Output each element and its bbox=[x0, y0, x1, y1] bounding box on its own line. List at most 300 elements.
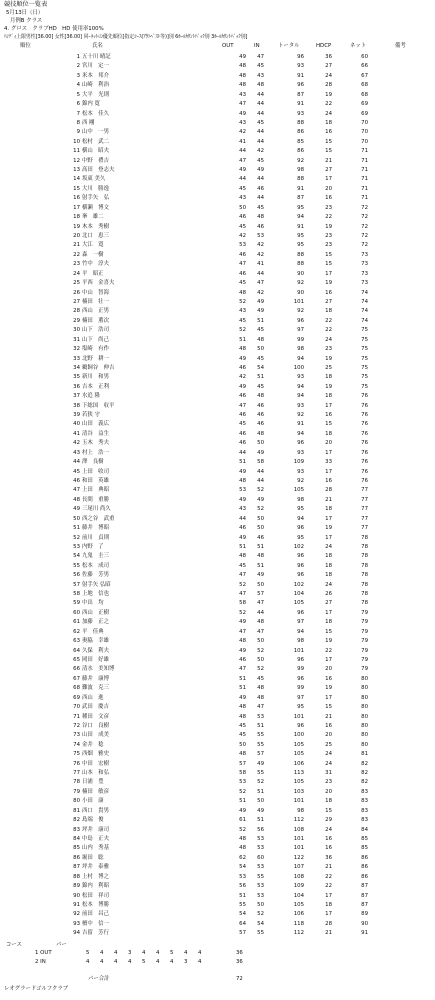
rank-number: 76 bbox=[73, 760, 80, 767]
net-score: 76 bbox=[361, 421, 368, 428]
table-row bbox=[0, 346, 435, 355]
par-total-label: パー合計 bbox=[88, 976, 110, 982]
out-score: 51 bbox=[239, 685, 246, 692]
player-name: 坪井 泰雅 bbox=[82, 864, 109, 871]
out-score: 47 bbox=[239, 591, 246, 598]
net-score: 84 bbox=[361, 826, 368, 833]
out-score: 46 bbox=[239, 525, 246, 532]
hdcp-value: 17 bbox=[325, 609, 332, 616]
player-name: 楠田 壮一 bbox=[82, 298, 109, 305]
in-score: 51 bbox=[257, 788, 264, 795]
table-row bbox=[0, 318, 435, 327]
hdcp-value: 22 bbox=[325, 883, 332, 890]
net-score: 87 bbox=[361, 883, 368, 890]
table-row bbox=[0, 770, 435, 779]
player-name: 種田 文彦 bbox=[82, 713, 109, 720]
in-score: 50 bbox=[257, 901, 264, 908]
total-score: 101 bbox=[293, 298, 304, 305]
table-row bbox=[0, 695, 435, 704]
out-score: 51 bbox=[239, 459, 246, 466]
hdcp-value: 21 bbox=[325, 157, 332, 164]
hdcp-value: 17 bbox=[325, 176, 332, 183]
out-score: 43 bbox=[239, 91, 246, 98]
hdcp-value: 18 bbox=[325, 562, 332, 569]
net-score: 86 bbox=[361, 864, 368, 871]
net-score: 80 bbox=[361, 741, 368, 748]
out-score: 49 bbox=[239, 110, 246, 117]
net-score: 74 bbox=[361, 308, 368, 315]
total-score: 98 bbox=[297, 346, 304, 353]
rank-number: 68 bbox=[73, 685, 80, 692]
table-row bbox=[0, 911, 435, 920]
out-score: 48 bbox=[239, 638, 246, 645]
rank-number: 62 bbox=[73, 628, 80, 635]
player-name: 吉留 芳行 bbox=[82, 930, 109, 937]
out-score: 49 bbox=[239, 496, 246, 503]
in-score: 48 bbox=[257, 336, 264, 343]
net-score: 79 bbox=[361, 628, 368, 635]
out-score: 44 bbox=[239, 515, 246, 522]
player-name: 山下 浩司 bbox=[82, 327, 109, 334]
rank-number: 5 bbox=[76, 91, 80, 98]
table-row bbox=[0, 921, 435, 930]
player-name: 竹中 淳夫 bbox=[82, 261, 109, 268]
in-score: 48 bbox=[257, 430, 264, 437]
rank-number: 89 bbox=[73, 883, 80, 890]
table-row bbox=[0, 214, 435, 223]
rank-number: 2 bbox=[76, 63, 80, 70]
out-score: 53 bbox=[239, 873, 246, 880]
hdcp-value: 19 bbox=[325, 223, 332, 230]
rank-number: 56 bbox=[73, 572, 80, 579]
table-row bbox=[0, 176, 435, 185]
hdcp-value: 17 bbox=[325, 270, 332, 277]
total-score: 92 bbox=[297, 308, 304, 315]
hdcp-value: 17 bbox=[325, 694, 332, 701]
hdcp-value: 18 bbox=[325, 119, 332, 126]
player-name: 楠田 敏彦 bbox=[82, 788, 109, 795]
net-score: 71 bbox=[361, 176, 368, 183]
net-score: 73 bbox=[361, 261, 368, 268]
hdcp-value: 18 bbox=[325, 619, 332, 626]
rank-number: 28 bbox=[73, 308, 80, 315]
table-row bbox=[0, 563, 435, 572]
hdcp-value: 22 bbox=[325, 647, 332, 654]
hdcp-value: 18 bbox=[325, 553, 332, 560]
in-score: 52 bbox=[257, 487, 264, 494]
total-score: 94 bbox=[297, 430, 304, 437]
hdcp-value: 27 bbox=[325, 600, 332, 607]
hdcp-value: 19 bbox=[325, 685, 332, 692]
rank-number: 10 bbox=[73, 138, 80, 145]
total-score: 94 bbox=[297, 628, 304, 635]
net-score: 80 bbox=[361, 732, 368, 739]
document-title: 競技順位一覧表 bbox=[4, 1, 48, 8]
handicap-conditions: ﾊﾝﾃﾞｨ上限男性[36.00] 女性[36.00] 同ｰﾈｯﾄの優先順位[指定ｺｰｽ(ｱｳﾄﾍﾞｽﾄ等)]別 6ﾎｰﾙｶｳﾝﾄﾊﾞｯｸ別 3ﾎｰﾙｶｳﾝﾄﾊﾞｯｸ別] bbox=[4, 34, 248, 40]
rank-number: 55 bbox=[73, 562, 80, 569]
in-score: 53 bbox=[257, 864, 264, 871]
hdcp-value: 17 bbox=[325, 911, 332, 918]
rank-number: 24 bbox=[73, 270, 80, 277]
hdcp-value: 18 bbox=[325, 308, 332, 315]
total-score: 112 bbox=[293, 930, 304, 937]
table-row bbox=[0, 82, 435, 91]
hdcp-value: 19 bbox=[325, 525, 332, 532]
rank-number: 43 bbox=[73, 449, 80, 456]
hole-par: 4 bbox=[100, 950, 104, 956]
out-score: 44 bbox=[239, 176, 246, 183]
net-score: 73 bbox=[361, 280, 368, 287]
table-row bbox=[0, 63, 435, 72]
out-score: 48 bbox=[239, 82, 246, 89]
player-name: 新川 和男 bbox=[82, 374, 109, 381]
hdcp-value: 17 bbox=[325, 534, 332, 541]
out-score: 46 bbox=[239, 214, 246, 221]
total-score: 86 bbox=[297, 129, 304, 136]
in-score: 45 bbox=[257, 327, 264, 334]
hdcp-value: 28 bbox=[325, 82, 332, 89]
total-score: 94 bbox=[297, 355, 304, 362]
hdcp-value: 27 bbox=[325, 63, 332, 70]
in-score: 45 bbox=[257, 383, 264, 390]
out-score: 51 bbox=[239, 675, 246, 682]
hdcp-value: 24 bbox=[325, 581, 332, 588]
table-row bbox=[0, 271, 435, 280]
net-score: 86 bbox=[361, 854, 368, 861]
player-name: 難波 克三 bbox=[82, 685, 109, 692]
hdcp-value: 16 bbox=[325, 129, 332, 136]
player-name: 横山 昭夫 bbox=[82, 148, 109, 155]
in-score: 46 bbox=[257, 412, 264, 419]
in-score: 53 bbox=[257, 713, 264, 720]
total-score: 94 bbox=[297, 515, 304, 522]
table-row bbox=[0, 327, 435, 336]
table-row bbox=[0, 902, 435, 911]
net-score: 79 bbox=[361, 619, 368, 626]
hole-par: 4 bbox=[100, 959, 104, 965]
in-score: 44 bbox=[257, 609, 264, 616]
table-row bbox=[0, 384, 435, 393]
total-score: 106 bbox=[293, 911, 304, 918]
rank-number: 52 bbox=[73, 534, 80, 541]
net-score: 78 bbox=[361, 534, 368, 541]
in-score: 56 bbox=[257, 826, 264, 833]
hdcp-value: 17 bbox=[325, 402, 332, 409]
hdcp-value: 16 bbox=[325, 289, 332, 296]
rank-number: 35 bbox=[73, 374, 80, 381]
total-score: 92 bbox=[297, 280, 304, 287]
net-score: 77 bbox=[361, 525, 368, 532]
rank-number: 92 bbox=[73, 911, 80, 918]
table-row bbox=[0, 779, 435, 788]
net-score: 70 bbox=[361, 138, 368, 145]
rank-number: 88 bbox=[73, 873, 80, 880]
table-row bbox=[0, 92, 435, 101]
hdcp-value: 16 bbox=[325, 477, 332, 484]
out-score: 44 bbox=[239, 449, 246, 456]
total-score: 91 bbox=[297, 72, 304, 79]
rank-number: 53 bbox=[73, 543, 80, 550]
hdcp-value: 17 bbox=[325, 657, 332, 663]
total-score: 95 bbox=[297, 242, 304, 249]
in-score: 48 bbox=[257, 619, 264, 626]
player-name: 松本 成司 bbox=[82, 562, 109, 569]
net-score: 81 bbox=[361, 751, 368, 758]
table-row bbox=[0, 403, 435, 412]
net-score: 75 bbox=[361, 355, 368, 362]
net-score: 90 bbox=[361, 920, 368, 927]
table-row bbox=[0, 723, 435, 732]
table-row bbox=[0, 676, 435, 685]
player-name: 上村 博之 bbox=[82, 873, 109, 880]
rank-number: 6 bbox=[76, 101, 80, 108]
out-score: 49 bbox=[239, 619, 246, 626]
in-score: 52 bbox=[257, 666, 264, 673]
rank-number: 33 bbox=[73, 355, 80, 362]
in-score: 50 bbox=[257, 798, 264, 805]
out-score: 58 bbox=[239, 770, 246, 777]
total-score: 95 bbox=[297, 704, 304, 711]
net-score: 83 bbox=[361, 807, 368, 814]
out-score: 54 bbox=[239, 911, 246, 918]
net-score: 66 bbox=[361, 63, 368, 70]
in-score: 44 bbox=[257, 138, 264, 145]
hdcp-value: 21 bbox=[325, 930, 332, 937]
hole-par: 4 bbox=[198, 950, 202, 956]
rank-number: 44 bbox=[73, 459, 80, 466]
net-score: 73 bbox=[361, 251, 368, 258]
rank-number: 40 bbox=[73, 421, 80, 428]
player-name: 射手矢 弘 bbox=[82, 195, 109, 202]
player-name: 前川 貞則 bbox=[82, 534, 109, 541]
player-name: 清水 美知博 bbox=[82, 666, 115, 673]
hdcp-value: 20 bbox=[325, 788, 332, 795]
hdcp-value: 18 bbox=[325, 506, 332, 513]
player-name: 中野 禮吉 bbox=[82, 157, 109, 164]
total-score: 105 bbox=[293, 487, 304, 494]
in-score: 46 bbox=[257, 534, 264, 541]
player-name: 九鬼 圭三 bbox=[82, 553, 109, 560]
player-name: 中田 宏樹 bbox=[82, 760, 109, 767]
table-row bbox=[0, 525, 435, 534]
out-score: 46 bbox=[239, 270, 246, 277]
rank-number: 29 bbox=[73, 317, 80, 324]
hdcp-value: 24 bbox=[325, 751, 332, 758]
out-score: 43 bbox=[239, 506, 246, 513]
in-score: 47 bbox=[257, 704, 264, 711]
table-row bbox=[0, 233, 435, 242]
out-score: 43 bbox=[239, 308, 246, 315]
table-row bbox=[0, 864, 435, 873]
total-score: 109 bbox=[293, 883, 304, 890]
net-score: 89 bbox=[361, 911, 368, 918]
net-score: 76 bbox=[361, 459, 368, 466]
in-score: 47 bbox=[257, 54, 264, 60]
net-score: 74 bbox=[361, 298, 368, 305]
hdcp-value: 24 bbox=[325, 336, 332, 343]
rank-number: 60 bbox=[73, 609, 80, 616]
net-score: 71 bbox=[361, 185, 368, 192]
out-score: 52 bbox=[239, 327, 246, 334]
hdcp-value: 16 bbox=[325, 836, 332, 843]
in-score: 50 bbox=[257, 440, 264, 447]
hdcp-value: 25 bbox=[325, 364, 332, 371]
table-row bbox=[0, 431, 435, 440]
total-score: 96 bbox=[297, 440, 304, 447]
net-score: 79 bbox=[361, 666, 368, 673]
rank-number: 54 bbox=[73, 553, 80, 560]
player-name: 上田 收司 bbox=[82, 468, 109, 475]
total-score: 93 bbox=[297, 402, 304, 409]
player-name: 平西 金喜夫 bbox=[82, 280, 115, 287]
hdcp-value: 22 bbox=[325, 317, 332, 324]
net-score: 77 bbox=[361, 515, 368, 522]
net-score: 71 bbox=[361, 148, 368, 155]
net-score: 72 bbox=[361, 204, 368, 211]
out-score: 46 bbox=[239, 364, 246, 371]
net-score: 82 bbox=[361, 779, 368, 786]
player-name: 岡田 好雄 bbox=[82, 657, 109, 663]
table-row bbox=[0, 459, 435, 468]
player-name: 佐藤 芳男 bbox=[82, 572, 109, 579]
out-score: 51 bbox=[239, 892, 246, 899]
total-score: 91 bbox=[297, 223, 304, 230]
total-score: 104 bbox=[293, 892, 304, 899]
net-score: 78 bbox=[361, 543, 368, 550]
table-row bbox=[0, 120, 435, 129]
player-name: 山中 一男 bbox=[82, 129, 109, 136]
table-row bbox=[0, 751, 435, 760]
rank-number: 7 bbox=[76, 110, 80, 117]
in-score: 41 bbox=[257, 261, 264, 268]
col-name: 氏名 bbox=[92, 43, 103, 49]
total-score: 95 bbox=[297, 204, 304, 211]
total-score: 101 bbox=[293, 647, 304, 654]
total-score: 101 bbox=[293, 845, 304, 852]
player-name: 堀田 聡 bbox=[82, 854, 104, 861]
hdcp-value: 24 bbox=[325, 760, 332, 767]
total-score: 108 bbox=[293, 873, 304, 880]
out-score: 61 bbox=[239, 817, 246, 824]
hdcp-value: 15 bbox=[325, 148, 332, 155]
out-score: 52 bbox=[239, 826, 246, 833]
net-score: 79 bbox=[361, 647, 368, 654]
rank-number: 85 bbox=[73, 845, 80, 852]
col-out: OUT bbox=[222, 43, 234, 49]
rank-number: 18 bbox=[73, 214, 80, 221]
net-score: 75 bbox=[361, 346, 368, 353]
hdcp-value: 20 bbox=[325, 666, 332, 673]
out-score: 48 bbox=[239, 704, 246, 711]
rank-number: 78 bbox=[73, 779, 80, 786]
net-score: 83 bbox=[361, 788, 368, 795]
net-score: 76 bbox=[361, 477, 368, 484]
in-score: 44 bbox=[257, 270, 264, 277]
total-score: 95 bbox=[297, 233, 304, 240]
hdcp-value: 16 bbox=[325, 675, 332, 682]
table-row bbox=[0, 337, 435, 346]
net-score: 80 bbox=[361, 685, 368, 692]
hdcp-value: 19 bbox=[325, 638, 332, 645]
col-in: IN bbox=[254, 43, 260, 49]
in-score: 45 bbox=[257, 157, 264, 164]
player-name: 北野 耕一 bbox=[82, 355, 109, 362]
rank-number: 73 bbox=[73, 732, 80, 739]
hdcp-value: 16 bbox=[325, 412, 332, 419]
out-score: 46 bbox=[239, 657, 246, 663]
net-score: 82 bbox=[361, 770, 368, 777]
table-row bbox=[0, 54, 435, 63]
in-score: 46 bbox=[257, 421, 264, 428]
total-score: 87 bbox=[297, 195, 304, 202]
in-score: 49 bbox=[257, 760, 264, 767]
net-score: 79 bbox=[361, 638, 368, 645]
table-row bbox=[0, 290, 435, 299]
hdcp-value: 36 bbox=[325, 854, 332, 861]
table-row bbox=[0, 600, 435, 609]
in-score: 53 bbox=[257, 883, 264, 890]
player-name: 北口 恵三 bbox=[82, 233, 109, 240]
total-score: 103 bbox=[293, 788, 304, 795]
player-name: 鵜飼谷 伸吉 bbox=[82, 364, 115, 371]
out-score: 53 bbox=[239, 779, 246, 786]
in-score: 47 bbox=[257, 628, 264, 635]
hdcp-value: 24 bbox=[325, 72, 332, 79]
rank-number: 59 bbox=[73, 600, 80, 607]
player-name: 山内 秀基 bbox=[82, 845, 109, 852]
in-score: 48 bbox=[257, 685, 264, 692]
in-score: 49 bbox=[257, 167, 264, 174]
in-score: 54 bbox=[257, 920, 264, 927]
out-score: 48 bbox=[239, 289, 246, 296]
in-score: 51 bbox=[257, 317, 264, 324]
rank-number: 26 bbox=[73, 289, 80, 296]
out-score: 50 bbox=[239, 741, 246, 748]
rank-number: 70 bbox=[73, 704, 80, 711]
hdcp-value: 19 bbox=[325, 355, 332, 362]
in-score: 46 bbox=[257, 185, 264, 192]
player-name: 山田 成美 bbox=[82, 732, 109, 739]
total-score: 112 bbox=[293, 817, 304, 824]
net-score: 76 bbox=[361, 412, 368, 419]
table-row bbox=[0, 487, 435, 496]
out-score: 47 bbox=[239, 402, 246, 409]
table-row bbox=[0, 421, 435, 430]
hdcp-value: 33 bbox=[325, 459, 332, 466]
net-score: 78 bbox=[361, 591, 368, 598]
player-name: 山田 義広 bbox=[82, 421, 109, 428]
total-score: 99 bbox=[297, 685, 304, 692]
out-score: 50 bbox=[239, 204, 246, 211]
hdcp-value: 28 bbox=[325, 487, 332, 494]
hdcp-value: 17 bbox=[325, 449, 332, 456]
in-score: 55 bbox=[257, 873, 264, 880]
table-row bbox=[0, 308, 435, 317]
out-score: 42 bbox=[239, 233, 246, 240]
in-score: 52 bbox=[257, 506, 264, 513]
net-score: 71 bbox=[361, 167, 368, 174]
rank-number: 41 bbox=[73, 430, 80, 437]
player-name: 村上 浩一 bbox=[82, 449, 109, 456]
hdcp-value: 31 bbox=[325, 770, 332, 777]
player-name: 吉本 正利 bbox=[82, 383, 109, 390]
out-score: 43 bbox=[239, 119, 246, 126]
ranking-table bbox=[0, 54, 435, 940]
table-row bbox=[0, 619, 435, 628]
in-score: 48 bbox=[257, 393, 264, 400]
in-score: 44 bbox=[257, 176, 264, 183]
in-score: 46 bbox=[257, 402, 264, 409]
